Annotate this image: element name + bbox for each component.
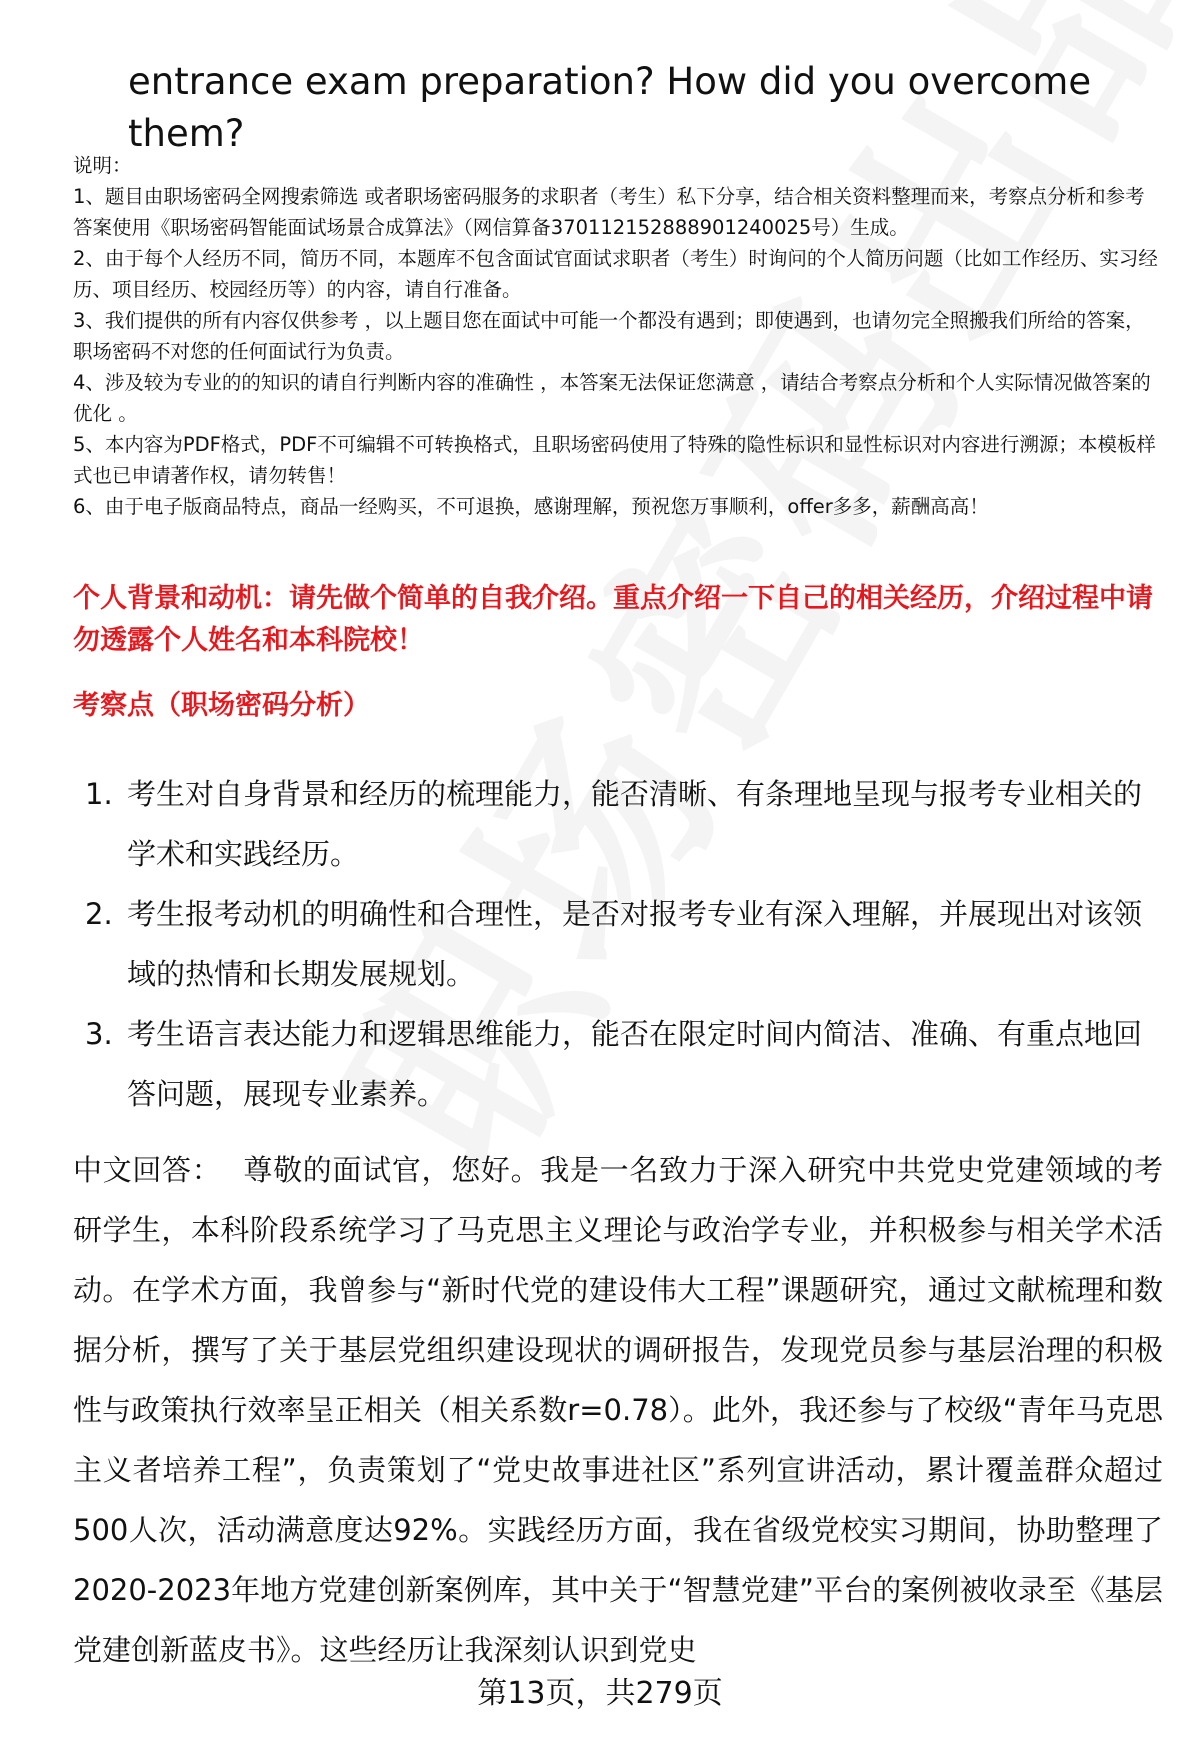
point-number: 1. (85, 777, 113, 811)
point-text: 考生对自身背景和经历的梳理能力，能否清晰、有条理地呈现与报考专业相关的学术和实践经历。 (127, 777, 1143, 871)
answer-label: 中文回答： (73, 1153, 222, 1187)
analysis-point (73, 884, 1163, 1004)
point-number: 3. (85, 1017, 113, 1051)
notes-item: 4、涉及较为专业的的知识的请自行判断内容的准确性 ，本答案无法保证您满意 ，请结合考察点分析和个人实际情况做答案的优化 。 (73, 371, 1151, 425)
notes-item: 5、本内容为PDF格式，PDF不可编辑不可转换格式，且职场密码使用了特殊的隐性标识和显性标识对内容进行溯源；本模板样式也已申请著作权，请勿转售！ (73, 433, 1156, 487)
question-continuation: entrance exam preparation? How did you overcome them? (128, 60, 1092, 155)
answer-section (73, 1140, 1163, 1680)
analysis-point (73, 764, 1163, 884)
point-text: 考生语言表达能力和逻辑思维能力，能否在限定时间内简洁、准确、有重点地回答问题，展现专业素养。 (127, 1017, 1143, 1111)
notes-item: 2、由于每个人经历不同，简历不同，本题库不包含面试官面试求职者（考生）时询问的个人简历问题（比如工作经历、实习经历、项目经历、校园经历等）的内容，请自行准备。 (73, 247, 1158, 301)
point-text: 考生报考动机的明确性和合理性，是否对报考专业有深入理解，并展现出对该领域的热情和长期发展规划。 (127, 897, 1143, 991)
notes-item: 1、题目由职场密码全网搜索筛选 或者职场密码服务的求职者（考生）私下分享，结合相关资料整理而来，考察点分析和参考答案使用《职场密码智能面试场景合成算法》（网信算备370112152888901240025号）生成。 (73, 185, 1145, 239)
notes-item: 6、由于电子版商品特点，商品一经购买，不可退换，感谢理解，预祝您万事顺利，offer多多，薪酬高高！ (73, 495, 989, 518)
notes-title: 说明： (73, 154, 132, 177)
analysis-point (73, 1004, 1163, 1124)
point-number: 2. (85, 897, 113, 931)
notes-item: 3、我们提供的所有内容仅供参考 ，以上题目您在面试中可能一个都没有遇到；即使遇到，也请勿完全照搬我们所给的答案，职场密码不对您的任何面试行为负责。 (73, 309, 1145, 363)
question-heading: 个人背景和动机：请先做个简单的自我介绍。重点介绍一下自己的相关经历，介绍过程中请勿透露个人姓名和本科院校！ (73, 583, 1153, 656)
analysis-heading: 考察点（职场密码分析） (73, 690, 370, 721)
answer-text: 尊敬的面试官，您好。我是一名致力于深入研究中共党史党建领域的考研学生，本科阶段系统学习了马克思主义理论与政治学专业，并积极参与相关学术活动。在学术方面，我曾参与“新时代党的建设伟大工程”课题研究，通过文献梳理和数据分析，撰写了关于基层党组织建设现状的调研报告，发现党员参与基层治理的积极性与政策执行效率呈正相关（相关系数r=0.78）。此外，我还参与了校级“青年马克思主义者培养工程”，负责策划了“党史故事进社区”系列宣讲活动，累计覆盖群众超过500人次，活动满意度达92%。实践经历方面，我在省级党校实习期间，协助整理了2020-2023年地方党建创新案例库，其中关于“智慧党建”平台的案例被收录至《基层党建创新蓝皮书》。这些经历让我深刻认识到党史 (73, 1153, 1163, 1667)
analysis-points (73, 764, 1163, 1124)
notes-section (73, 150, 1163, 522)
page-number: 第13页，共279页 (477, 1676, 723, 1711)
